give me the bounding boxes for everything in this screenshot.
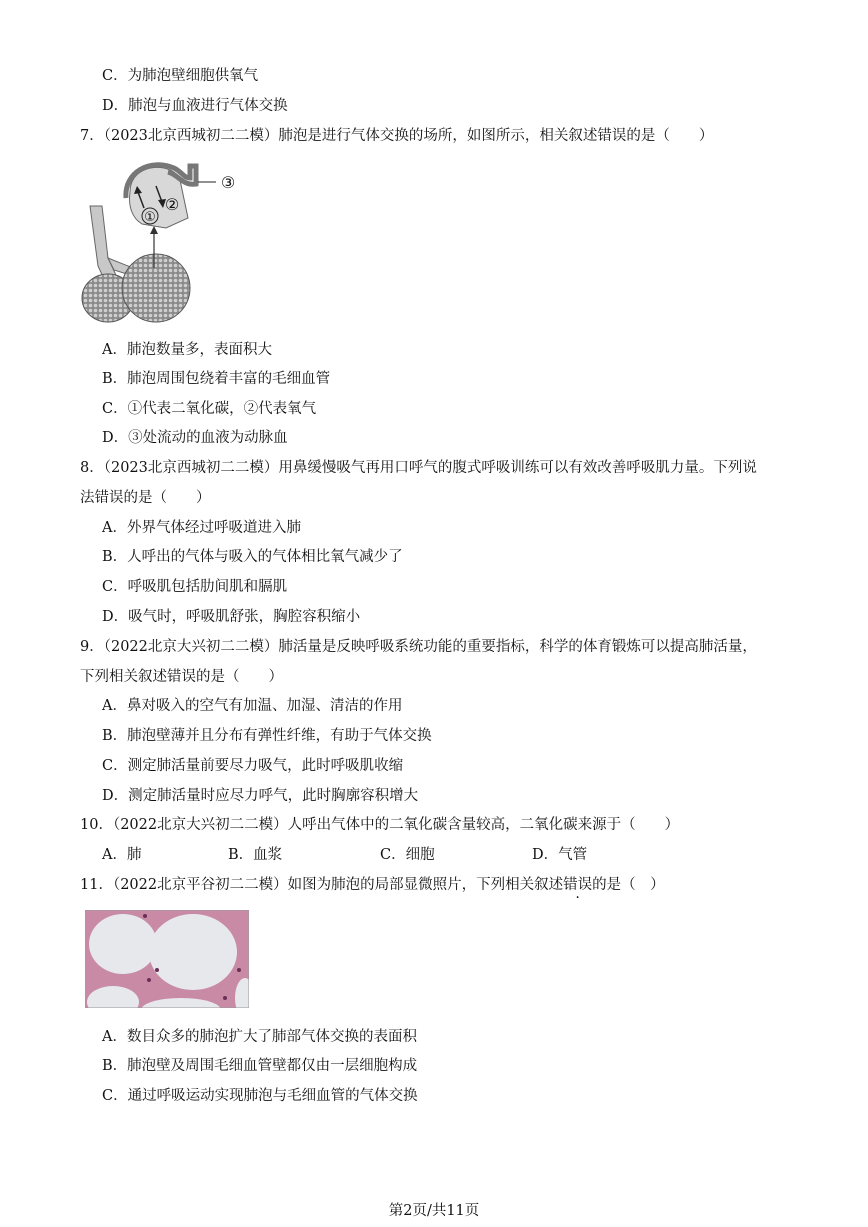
option-line: B．肺泡壁薄并且分布有弹性纤维，有助于气体交换 (102, 728, 432, 744)
option-line: C．为肺泡壁细胞供氧气 (102, 68, 259, 84)
question-9: 9．（2022北京大兴初二二模）肺活量是反映呼吸系统功能的重要指标，科学的体育锻炼可以提高肺活量， (80, 639, 757, 655)
option-line: D．③处流动的血液为动脉血 (102, 430, 288, 446)
question-10-options (102, 845, 662, 865)
arrow-head (150, 226, 158, 234)
question-10: 10．（2022北京大兴初二二模）人呼出气体中的二氧化碳含量较高，二氧化碳来源于（ ） (80, 817, 680, 833)
option-line: A．数目众多的肺泡扩大了肺部气体交换的表面积 (102, 1029, 417, 1045)
question-8: 8．（2023北京西城初二二模）用鼻缓慢吸气再用口呼气的腹式呼吸训练可以有效改善呼吸肌力量。下列说 (80, 460, 757, 476)
option-c: C．细胞 (380, 847, 435, 863)
option-b: B．血浆 (228, 847, 283, 863)
option-d: D．气管 (532, 847, 588, 863)
option-line: B．肺泡壁及周围毛细血管壁都仅由一层细胞构成 (102, 1058, 418, 1074)
option-line: B．肺泡周围包绕着丰富的毛细血管 (102, 371, 331, 387)
question-11-tail: 的是（ ） (592, 877, 665, 893)
emphasis-text: 错误 (563, 877, 593, 893)
question-9-cont: 下列相关叙述错误的是（ ） (80, 669, 283, 685)
option-line: A．外界气体经过呼吸道进入肺 (102, 520, 301, 536)
option-line: D．吸气时，呼吸肌舒张，胸腔容积缩小 (102, 609, 361, 625)
question-11-text: 11．（2022北京平谷初二二模）如图为肺泡的局部显微照片，下列相关叙述 (80, 877, 564, 893)
option-line: C．测定肺活量前要尽力吸气，此时呼吸肌收缩 (102, 758, 404, 774)
option-line: C．呼吸肌包括肋间肌和膈肌 (102, 579, 288, 595)
alveolus-space (149, 914, 237, 990)
label-3: ③ (220, 173, 236, 192)
page-footer: 第2页/共11页 (388, 1203, 480, 1219)
label-2: ② (164, 195, 180, 214)
option-line: A．鼻对吸入的空气有加温、加湿、清洁的作用 (102, 698, 403, 714)
alveoli-cluster-right (122, 254, 190, 322)
question-11 (80, 875, 665, 895)
alveolus-space (89, 914, 157, 974)
option-line: A．肺泡数量多，表面积大 (102, 342, 272, 358)
question-7: 7．（2023北京西城初二二模）肺泡是进行气体交换的场所，如图所示，相关叙述错误的是（ ） (80, 128, 714, 144)
option-line: C．通过呼吸运动实现肺泡与毛细血管的气体交换 (102, 1088, 418, 1104)
label-1: ① (144, 210, 156, 225)
option-line: C．①代表二氧化碳，②代表氧气 (102, 401, 317, 417)
option-line: D．肺泡与血液进行气体交换 (102, 98, 288, 114)
option-a: A．肺 (102, 847, 142, 863)
alveoli-micrograph (85, 910, 249, 1008)
option-line: D．测定肺活量时应尽力呼气，此时胸廓容积增大 (102, 788, 419, 804)
option-line: B．人呼出的气体与吸入的气体相比氧气减少了 (102, 549, 403, 565)
alveoli-diagram (78, 158, 258, 330)
question-8-cont: 法错误的是（ ） (80, 490, 211, 506)
